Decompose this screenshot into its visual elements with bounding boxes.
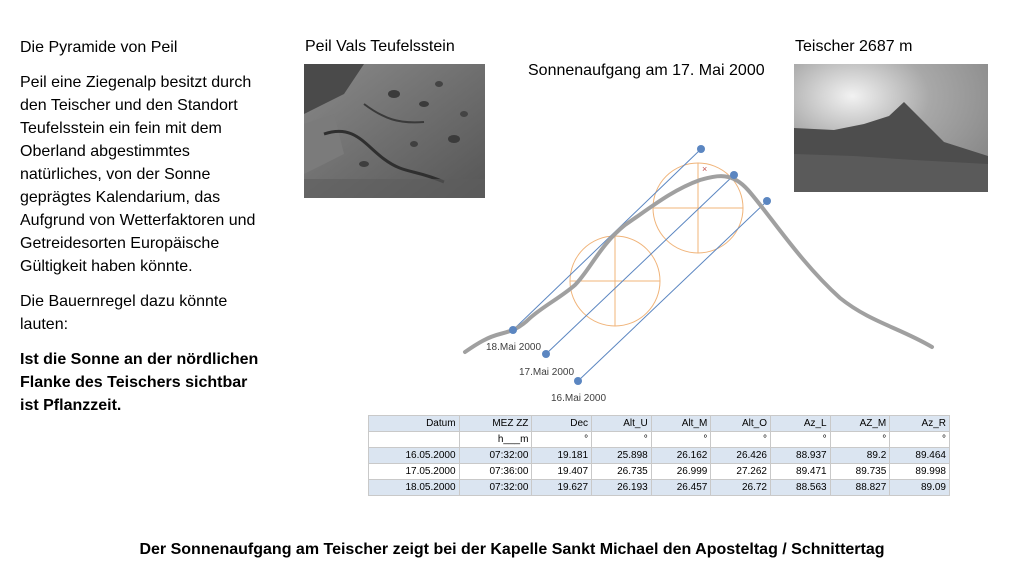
table-row [369,464,950,480]
table-cell: 89.09 [890,480,950,496]
sun-circle-17-may [570,236,660,326]
table-cell: 26.457 [651,480,711,496]
column-header: Az_R [890,416,950,432]
table-cell: 89.2 [830,448,890,464]
table-cell: 26.999 [651,464,711,480]
teischer-ridge-line [465,176,932,352]
unit-cell: ° [890,432,950,448]
table-cell: 88.937 [770,448,830,464]
table-cell: 89.464 [890,448,950,464]
footer-caption: Der Sonnenaufgang am Teischer zeigt bei der Kapelle Sankt Michael den Aposteltag / Schnittertag [139,541,885,558]
sight-line-17-may [546,175,734,354]
table-cell: 26.426 [711,448,771,464]
column-header: Alt_U [592,416,652,432]
intro-paragraph: Peil eine Ziegenalp besitzt durch den Teischer und den Standort Teufelsstein ein fein mit dem Oberland abgestimmtes natürliches, von der Sonne geprägtes Kalendarium, das Aufgrund von Wetterfaktoren und Getreidesorten Europäische Gültigkeit haben könnte. [20,74,256,275]
table-cell: 19.407 [532,464,592,480]
table-cell: 89.735 [830,464,890,480]
table-cell: 19.627 [532,480,592,496]
label-17-may: 17.Mai 2000 [519,367,575,378]
column-header: Az_L [770,416,830,432]
unit-cell: ° [770,432,830,448]
unit-cell: h___m [459,432,532,448]
table-cell: 27.262 [711,464,771,480]
sun-center-marker: × [702,164,708,174]
table-header-row [369,416,950,432]
table-cell: 26.162 [651,448,711,464]
unit-cell: ° [592,432,652,448]
marker-17-may-low [542,350,550,358]
diagram-title: Sonnenaufgang am 17. Mai 2000 [528,62,765,79]
page-title: Die Pyramide von Peil [20,39,178,56]
unit-cell: ° [711,432,771,448]
column-header: Alt_O [711,416,771,432]
photo-left-caption: Peil Vals Teufelsstein [305,38,455,55]
sight-line-16-may [578,201,767,381]
photo-right-caption: Teischer 2687 m [795,38,913,55]
column-header: AZ_M [830,416,890,432]
marker-17-may-high [730,171,738,179]
teufelsstein-photo [304,64,485,198]
table-cell: 88.563 [770,480,830,496]
table-cell: 89.998 [890,464,950,480]
unit-cell: ° [532,432,592,448]
sun-data-table [368,415,950,496]
table-cell: 26.735 [592,464,652,480]
table-cell: 07:32:00 [459,448,532,464]
table-cell: 17.05.2000 [369,464,460,480]
column-header: Dec [532,416,592,432]
unit-cell: ° [830,432,890,448]
table-row [369,448,950,464]
table-cell: 07:36:00 [459,464,532,480]
label-16-may: 16.Mai 2000 [551,393,607,404]
unit-cell: ° [651,432,711,448]
label-18-may: 18.Mai 2000 [486,342,542,353]
intro-text-block [20,36,265,429]
rule-intro: Die Bauernregel dazu könnte lauten: [20,293,228,333]
table-cell: 07:32:00 [459,480,532,496]
column-header: Alt_M [651,416,711,432]
table-cell: 18.05.2000 [369,480,460,496]
table-cell: 25.898 [592,448,652,464]
marker-18-may-high [697,145,705,153]
marker-16-may-high [763,197,771,205]
unit-cell [369,432,460,448]
table-cell: 19.181 [532,448,592,464]
table-cell: 26.72 [711,480,771,496]
table-cell: 16.05.2000 [369,448,460,464]
sight-line-18-may [513,149,701,330]
marker-18-may-low [509,326,517,334]
table-cell: 26.193 [592,480,652,496]
table-cell: 89.471 [770,464,830,480]
farmer-rule: Ist die Sonne an der nördlichen Flanke des Teischers sichtbar ist Pflanzzeit. [20,351,259,414]
table-units-row [369,432,950,448]
table-cell: 88.827 [830,480,890,496]
table-row [369,480,950,496]
marker-16-may-low [574,377,582,385]
sun-circle-high [653,163,743,253]
column-header: Datum [369,416,460,432]
column-header: MEZ ZZ [459,416,532,432]
teischer-photo [794,64,988,192]
